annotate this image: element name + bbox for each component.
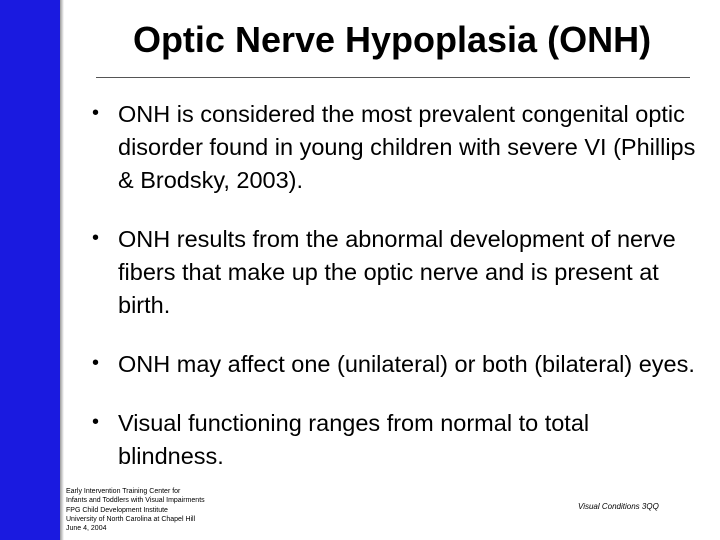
bullet-item [88,348,700,381]
footer-org-line: FPG Child Development Institute [66,506,168,514]
bullet-item [88,407,700,473]
bullet-text: ONH is considered the most prevalent congenital optic disorder found in young children with severe VI (Phillips & Brodsky, 2003). [118,101,696,193]
slide-title: Optic Nerve Hypoplasia (ONH) [132,19,652,60]
bullet-item [88,223,700,322]
bullet-text: ONH results from the abnormal development of nerve fibers that make up the optic nerve and is present at birth. [118,226,676,318]
bullet-text: Visual functioning ranges from normal to total blindness. [118,410,590,469]
footer-date: June 4, 2004 [66,525,107,533]
bullet-item [88,98,700,197]
bullet-dot-icon: • [92,227,100,249]
bullet-text: ONH may affect one (unilateral) or both (bilateral) eyes. [118,351,695,377]
bullet-dot-icon: • [92,411,100,433]
footer-org-line: University of North Carolina at Chapel Hill [66,515,196,523]
bullet-dot-icon: • [92,352,100,374]
left-accent-bar-shadow [60,0,64,540]
bullet-list [88,98,700,499]
footer-slide-label: Visual Conditions 3QQ [578,502,659,511]
footer-organization [66,487,205,533]
bullet-dot-icon: • [92,102,100,124]
title-divider [96,77,690,78]
footer-org-line: Infants and Toddlers with Visual Impairments [66,497,205,505]
left-accent-bar [0,0,60,540]
footer-org-line: Early Intervention Training Center for [66,488,181,495]
